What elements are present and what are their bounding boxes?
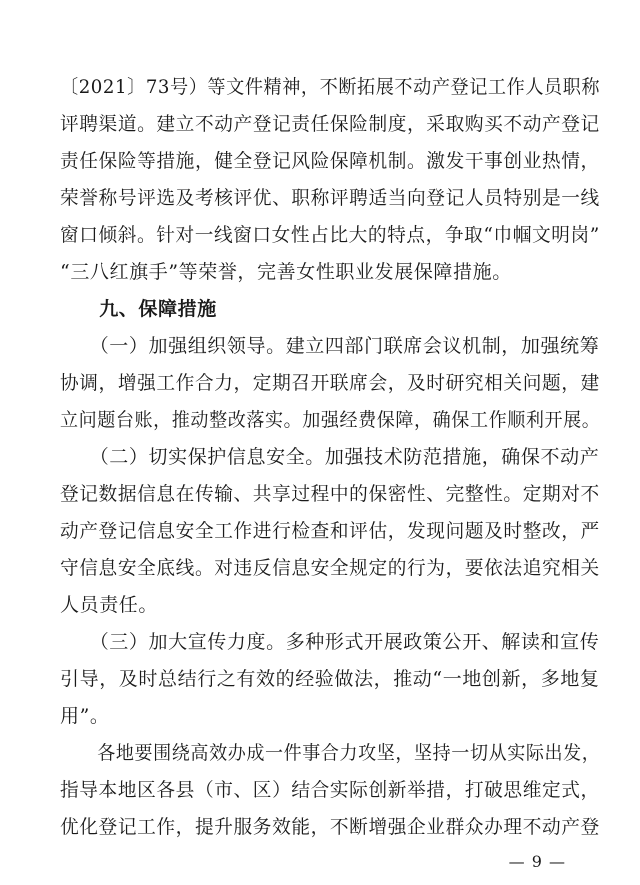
text-line: 协调，增强工作合力，定期召开联席会，及时研究相关问题，建: [60, 372, 600, 394]
text-line: 指导本地区各县（市、区）结合实际创新举措，打破思维定式，: [60, 779, 600, 801]
text-line: 各地要围绕高效办成一件事合力攻坚，坚持一切从实际出发，: [60, 742, 600, 764]
text-line: （一）加强组织领导。建立四部门联席会议机制，加强统筹: [60, 335, 600, 357]
text-line: 责任保险等措施，健全登记风险保障机制。激发干事创业热情，: [60, 150, 600, 172]
text-line: 立问题台账，推动整改落实。加强经费保障，确保工作顺利开展。: [60, 409, 600, 431]
text-line: 登记数据信息在传输、共享过程中的保密性、完整性。定期对不: [60, 483, 600, 505]
text-line: 荣誉称号评选及考核评优、职称评聘适当向登记人员特别是一线: [60, 187, 600, 209]
text-line: 用”。: [60, 705, 110, 727]
section-heading: 九、保障措施: [60, 298, 217, 320]
text-line: 动产登记信息安全工作进行检查和评估，发现问题及时整改，严: [60, 520, 600, 542]
text-line: 窗口倾斜。针对一线窗口女性占比大的特点，争取“巾帼文明岗”: [60, 224, 600, 246]
text-line: （二）切实保护信息安全。加强技术防范措施，确保不动产: [60, 446, 600, 468]
text-line: “三八红旗手”等荣誉，完善女性职业发展保障措施。: [60, 261, 512, 283]
text-line: 优化登记工作，提升服务效能，不断增强企业群众办理不动产登: [60, 816, 600, 838]
text-line: 守信息安全底线。对违反信息安全规定的行为，要依法追究相关: [60, 557, 600, 579]
text-line: 评聘渠道。建立不动产登记责任保险制度，采取购买不动产登记: [60, 113, 600, 135]
text-line: 〔2021〕73号）等文件精神，不断拓展不动产登记工作人员职称: [60, 76, 600, 98]
text-line: 人员责任。: [60, 594, 159, 616]
page-number: — 9 —: [508, 852, 566, 871]
text-line: 引导，及时总结行之有效的经验做法，推动“一地创新，多地复: [60, 668, 600, 690]
text-line: （三）加大宣传力度。多种形式开展政策公开、解读和宣传: [60, 631, 600, 653]
